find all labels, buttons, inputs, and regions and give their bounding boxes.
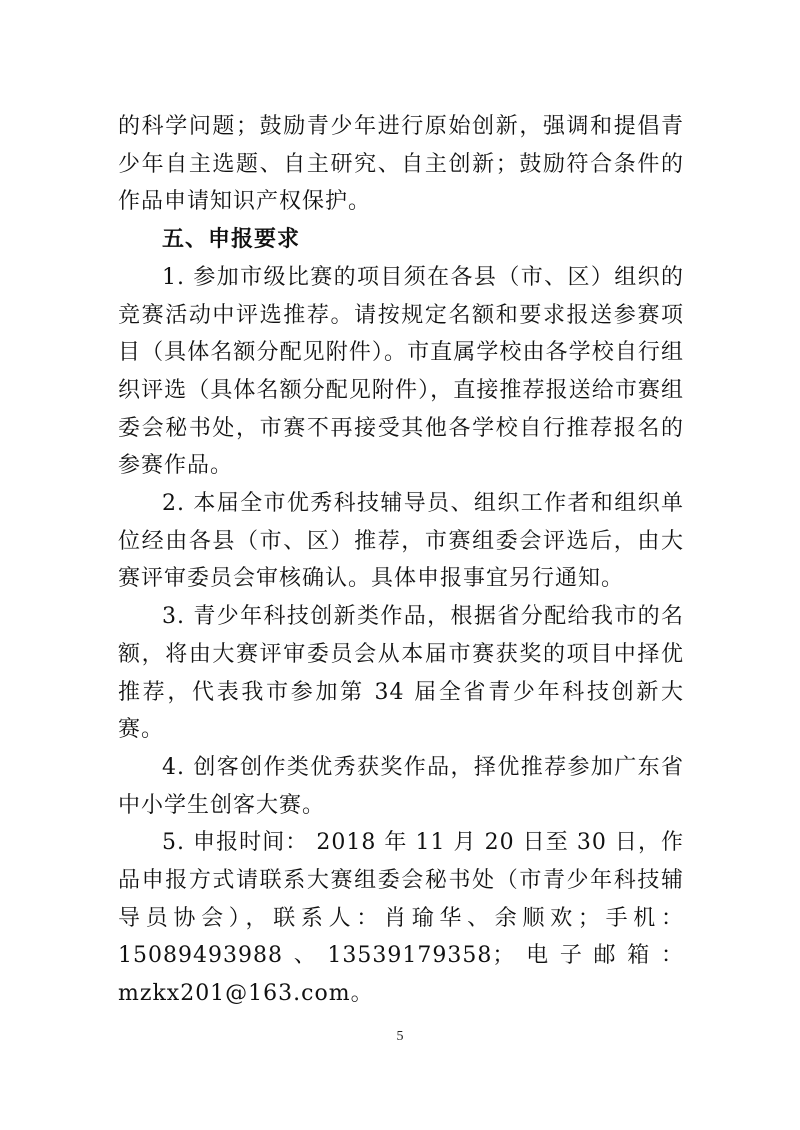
document-body xyxy=(118,108,684,1013)
requirement-item-1: 1. 参加市级比赛的项目须在各县（市、区）组织的竞赛活动中评选推荐。请按规定名额和要求报送参赛项目（具体名额分配见附件）。市直属学校由各学校自行组织评选（具体名额分配见附件），直接推荐报送给市赛组委会秘书处，市赛不再接受其他各学校自行推荐报名的参赛作品。 xyxy=(118,264,684,479)
page-number: 5 xyxy=(396,1029,404,1044)
requirement-item-3: 3. 青少年科技创新类作品，根据省分配给我市的名额，将由大赛评审委员会从本届市赛获奖的项目中择优推荐，代表我市参加第 34 届全省青少年科技创新大赛。 xyxy=(118,604,684,743)
requirement-item-4: 4. 创客创作类优秀获奖作品，择优推荐参加广东省中小学生创客大赛。 xyxy=(118,754,684,818)
requirement-item-5: 5. 申报时间： 2018 年 11 月 20 日至 30 日，作品申报方式请联系大赛组委会秘书处（市青少年科技辅导员协会），联系人：肖瑜华、余顺欢；手机：15089493988、13539179358；电子邮箱：mzkx201@163.com。 xyxy=(118,830,684,1007)
section-heading: 五、申报要求 xyxy=(162,227,301,253)
requirement-item-2: 2. 本届全市优秀科技辅导员、组织工作者和组织单位经由各县（市、区）推荐，市赛组委会评选后，由大赛评审委员会审核确认。具体申报事宜另行通知。 xyxy=(118,491,684,592)
continuation-paragraph: 的科学问题；鼓励青少年进行原始创新，强调和提倡青少年自主选题、自主研究、自主创新；鼓励符合条件的作品申请知识产权保护。 xyxy=(118,114,684,215)
